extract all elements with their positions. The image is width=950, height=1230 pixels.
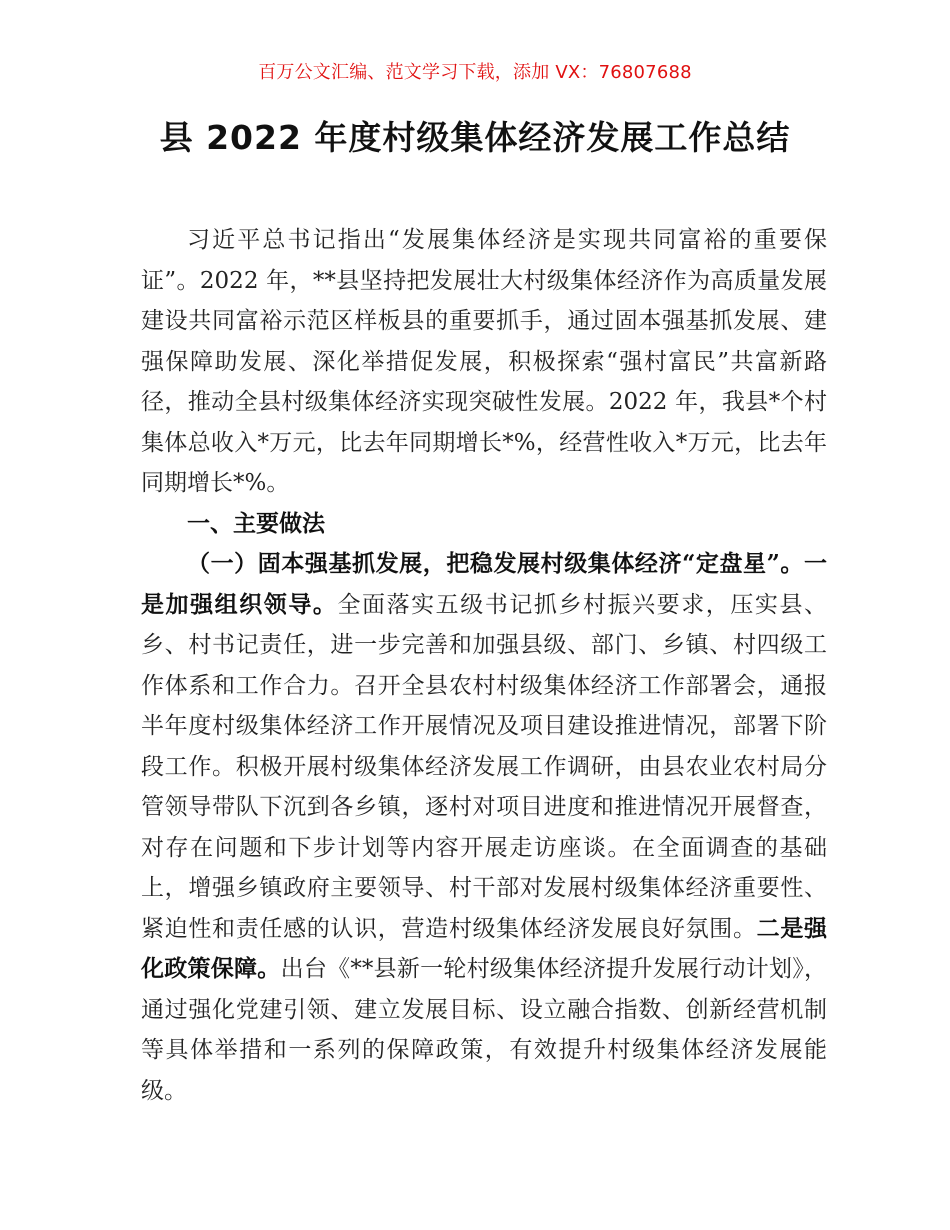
intro-paragraph: 习近平总书记指出“发展集体经济是实现共同富裕的重要保证”。2022 年，**县坚持把发展壮大村级集体经济作为高质量发展建设共同富裕示范区样板县的重要抓手，通过固本强基抓发展、建强保障助发展、深化举措促发展，积极探索“强村富民”共富新路径，推动全县村级集体经济实现突破性发展。2022 年，我县*个村集体总收入*万元，比去年同期增长*%，经营性收入*万元，比去年同期增长*%。: [141, 227, 827, 496]
subsection-heading: （一）固本强基抓发展，把稳发展村级集体经济“定盘星”。: [187, 550, 804, 577]
point-two-text: 出台《**县新一轮村级集体经济提升发展行动计划》，通过强化党建引领、建立发展目标、设立融合指数、创新经营机制等具体举措和一系列的保障政策，有效提升村级集体经济发展能级。: [141, 956, 828, 1104]
document-body: [141, 220, 827, 1111]
header-watermark-note: 百万公文汇编、范文学习下载，添加 VX：76807688: [258, 62, 692, 83]
subsection-paragraph: [141, 544, 827, 1111]
document-title: 县 2022 年度村级集体经济发展工作总结: [159, 118, 791, 157]
point-one-text: 全面落实五级书记抓乡村振兴要求，压实县、乡、村书记责任，进一步完善和加强县级、部门、乡镇、村四级工作体系和工作合力。召开全县农村村级集体经济工作部署会，通报半年度村级集体经济工作开展情况及项目建设推进情况，部署下阶段工作。积极开展村级集体经济发展工作调研，由县农业农村局分管领导带队下沉到各乡镇，逐村对项目进度和推进情况开展督查，对存在问题和下步计划等内容开展走访座谈。在全面调查的基础上，增强乡镇政府主要领导、村干部对发展村级集体经济重要性、紧迫性和责任感的认识，营造村级集体经济发展良好氛围。: [141, 591, 828, 942]
point-one-label: 一是加强组织领导。: [141, 550, 827, 618]
section-heading-main-practices: 一、主要做法: [187, 509, 325, 537]
point-two-label: 二是强化政策保障。: [141, 914, 828, 982]
